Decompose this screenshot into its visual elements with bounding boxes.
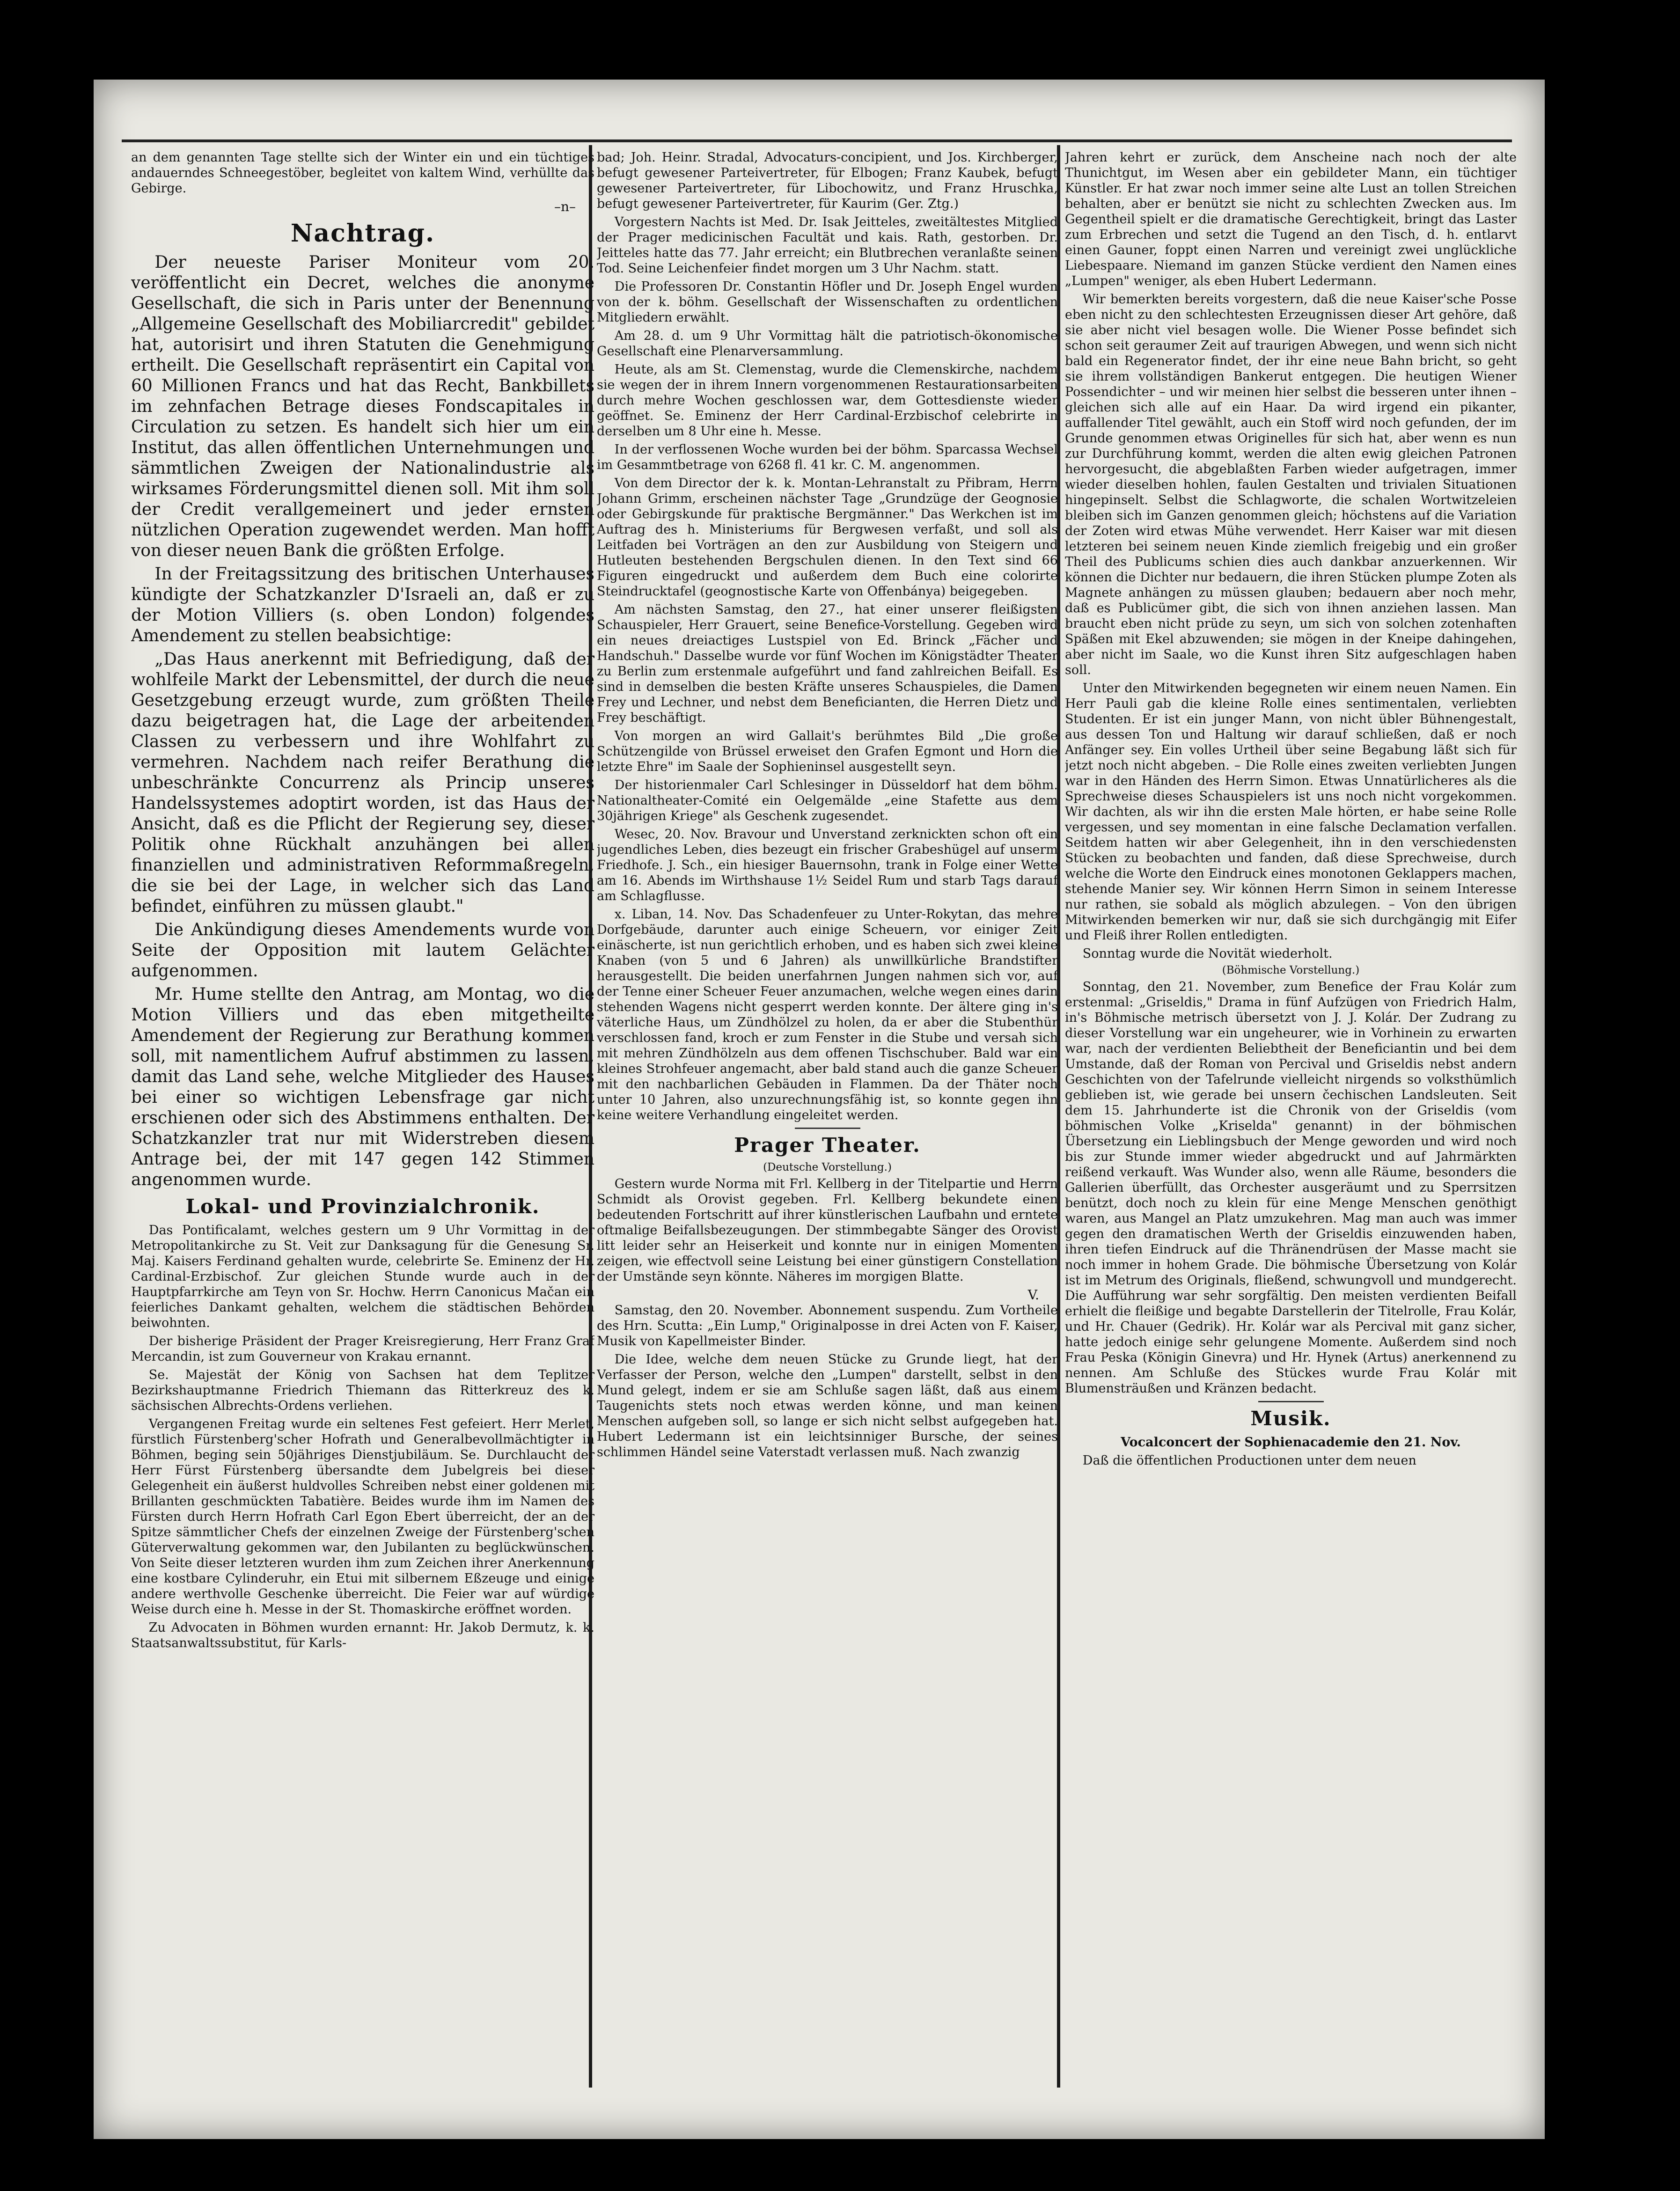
paragraph: Die Professoren Dr. Constantin Höfler und Dr. Joseph Engel wurden von der k. böhm. Gesellschaft der Wissenschaften zu ordentlichen Mitgliedern erwählt. [597,279,1058,325]
paragraph: Von dem Director der k. k. Montan-Lehranstalt zu Přibram, Herrn Johann Grimm, erscheinen nächster Tage „Grundzüge der Geognosie oder Gebirgskunde für praktische Bergmänner." Das Werkchen ist im Auftrag des h. Ministeriums für Bergwesen verfaßt, und soll als Leitfaden bei Vorträgen an den zur Ausbildung von Steigern und Hutleuten bestehenden Bergschulen dienen. In den Text sind 66 Figuren eingedruckt und außerdem dem Buch eine colorirte Steindrucktafel (geognostische Karte von Offenbánya) beigegeben. [597,476,1058,599]
paragraph: „Das Haus anerkennt mit Befriedigung, daß der wohlfeile Markt der Lebensmittel, der durch die neue Gesetzgebung erzeugt wurde, zum größten Theile dazu beigetragen hat, die Lage der arbeitenden Classen zu verbessern und ihre Wohlfahrt zu vermehren. Nachdem nach reifer Berathung die unbeschränkte Concurrenz als Princip unseres Handelssystemes adoptirt worden, ist das Haus der Ansicht, daß es die Pflicht der Regierung sey, dieser Politik ohne Rückhalt anzuhängen bei allen finanziellen und administrativen Reformmaßregeln, die sie bei der Lage, in welcher sich das Land befindet, einführen zu müssen glaubt." [131,650,594,916]
paragraph: Die Ankündigung dieses Amendements wurde von Seite der Opposition mit lautem Gelächter aufgenommen. [131,920,594,981]
section-divider [795,1128,860,1129]
paragraph: Jahren kehrt er zurück, dem Anscheine nach noch der alte Thunichtgut, im Wesen aber ein gebildeter Mann, ein tüchtiger Künstler. Er hat zwar noch immer seine alte Lust an tollen Streichen behalten, aber er benützt sie nicht zu schlechten Zwecken aus. Im Gegentheil spielt er die dramatische Gerechtigkeit, bringt das Laster zum Erbrechen und setzt die Tugend an den Tisch, d. h. entlarvt einen Gauner, foppt einen Narren und vereinigt zwei unglückliche Liebespaare. Niemand im ganzen Stücke verdient den Namen eines „Lumpen" weniger, als eben Hubert Ledermann. [1065,150,1517,288]
heading-lokalchronik: Lokal- und Provinzialchronik. [185,1195,540,1218]
paragraph: Unter den Mitwirkenden begegneten wir einem neuen Namen. Ein Herr Pauli gab die kleine Rolle eines sentimentalen, verliebten Studenten. Er ist ein junger Mann, von nicht übler Bühnengestalt, aus dessen Ton und Haltung wir darauf schließen, daß er noch Anfänger sey. Ein volles Urtheil über seine Begabung läßt sich für jetzt noch nicht abgeben. – Die Rolle eines zweiten verliebten Jungen war in den Händen des Herrn Simon. Etwas Unnatürlicheres als die Sprechweise dieses Schauspielers ist uns noch nicht vorgekommen. Wir dachten, als wir ihn die ersten Male hörten, er habe seine Rolle vergessen, und sey momentan in eine falsche Declamation verfallen. Seitdem hatten wir aber Gelegenheit, ihn in den verschiedensten Stücken zu beobachten und fanden, daß diese Sprechweise, durch welche die Worte den Eindruck eines monotonen Geklappers machen, stehende Manier sey. Wir können Herrn Simon in seinem Interesse nur rathen, sie sobald als möglich abzulegen. – Von den übrigen Mitwirkenden bemerken wir nur, daß sie sich durchgängig mit Eifer und Fleiß ihrer Rollen entledigten. [1065,681,1517,943]
paragraph: Heute, als am St. Clemenstag, wurde die Clemenskirche, nachdem sie wegen der in ihrem Innern vorgenommenen Restaurationsarbeiten durch mehre Wochen geschlossen war, dem Gottesdienste wieder geöffnet. Se. Eminenz der Herr Cardinal-Erzbischof celebrirte in derselben um 8 Uhr eine h. Messe. [597,362,1058,439]
column-1 [131,150,594,2083]
paragraph: Der neueste Pariser Moniteur vom 20. veröffentlicht ein Decret, welches die anonyme Gesellschaft, die sich in Paris unter der Benennung „Allgemeine Gesellschaft des Mobiliarcredit" gebildet hat, autorisirt und ihren Statuten die Genehmigung ertheilt. Die Gesellschaft repräsentirt ein Capital von 60 Millionen Francs und hat das Recht, Bankbillets im zehnfachen Betrage dieses Fondscapitales in Circulation zu setzen. Es handelt sich hier um ein Institut, das allen öffentlichen Unternehmungen und sämmtlichen Zweigen der Nationalindustrie als wirksames Förderungsmittel dienen soll. Mit ihm soll der Credit verallgemeinert und jeder ernsten nützlichen Operation zugewendet werden. Man hofft von dieser neuen Bank die größten Erfolge. [131,253,594,560]
article-intro: an dem genannten Tage stellte sich der Winter ein und ein tüchtiges andauerndes Schneegestöber, begleitet von kaltem Wind, verhüllte das Gebirge. [131,150,594,196]
top-rule [122,139,1512,142]
concert-title: Vocalconcert der Sophienacademie den 21. Nov. [1121,1435,1461,1450]
paragraph: Von morgen an wird Gallait's berühmtes Bild „Die große Schützengilde von Brüssel erweiset den Grafen Egmont und Horn die letzte Ehre" im Saale der Sophieninsel ausgestellt seyn. [597,729,1058,774]
paragraph: Samstag, den 20. November. Abonnement suspendu. Zum Vortheile des Hrn. Scutta: „Ein Lump," Originalposse in drei Acten von F. Kaiser, Musik von Kapellmeister Binder. [597,1303,1058,1348]
subheading: (Deutsche Vorstellung.) [763,1161,892,1173]
subheading: (Böhmische Vorstellung.) [1222,964,1360,976]
paragraph: Die Idee, welche dem neuen Stücke zu Grunde liegt, hat der Verfasser der Person, welche den „Lumpen" darstellt, selbst in den Mund gelegt, indem er sie am Schluße sagen läßt, daß aus einem Taugenichts stets noch etwas werden könne, und man keinen Menschen aufgeben soll, so lange er sich nicht selbst aufgegeben hat. Hubert Ledermann ist ein leichtsinniger Bursche, der seines schlimmen Händel seine Vaterstadt verlassen muß. Nach zwanzig [597,1352,1058,1459]
signature: V. [1027,1287,1039,1303]
paragraph: Am nächsten Samstag, den 27., hat einer unserer fleißigsten Schauspieler, Herr Grauert, seine Benefice-Vorstellung. Gegeben wird ein neues dreiactiges Lustspiel von Ed. Brinck „Fächer und Handschuh." Dasselbe wurde vor fünf Wochen im Königstädter Theater zu Berlin zum erstenmale aufgeführt und fand zahlreichen Beifall. Es sind in demselben die besten Kräfte unseres Schauspieles, die Damen Frey und Lechner, und nebst dem Beneficianten, die Herren Dietz und Frey beschäftigt. [597,602,1058,725]
paragraph: Daß die öffentlichen Productionen unter dem neuen [1082,1453,1416,1468]
paragraph: Mr. Hume stellte den Antrag, am Montag, wo die Motion Villiers und das eben mitgetheilte Amendement der Regierung zur Berathung kommen soll, mit namentlichem Aufruf abstimmen zu lassen, damit das Land sehe, welche Mitglieder des Hauses bei einer so wichtigen Lebensfrage gar nicht erschienen oder sich des Abstimmens enthalten. Der Schatzkanzler trat nur mit Widerstreben diesem Antrage bei, der mit 147 gegen 142 Stimmen angenommen wurde. [131,985,594,1189]
paragraph: Wir bemerkten bereits vorgestern, daß die neue Kaiser'sche Posse eben nicht zu den schlechtesten Erzeugnissen dieser Art gehöre, daß sie aber nicht viel besagen wolle. Die Wiener Posse befindet sich schon seit geraumer Zeit auf traurigen Abwegen, und wenn sich nicht bald ein Regenerator findet, der ihr eine neue Bahn bricht, so geht sie ihrem vollständigen Bankerut entgegen. Die heutigen Wiener Possendichter – und wir meinen hier selbst die besseren unter ihnen – gleichen sich alle auf ein Haar. Da wird irgend ein pikanter, auffallender Titel gewählt, auch ein Stoff wird noch gefunden, der im Grunde genommen etwas Originelles für sich hat, aber wenn es nun zur Durchführung kommt, werden die alten ewig gleichen Patronen hervorgesucht, die abgeblaßten Farben wieder aufgetragen, immer wieder dieselben hohlen, faulen Gestalten und trivialen Situationen hingepinselt. Selbst die Schlagworte, die schalen Wortwitzeleien bleiben sich im Ganzen genommen gleich; höchstens auf die Variation der Zoten wird etwas Mühe verwendet. Herr Kaiser war mit diesen letzteren bei seinem neuen Kinde ziemlich freigebig und ein großer Theil des Publicums schien dies auch dankbar anzuerkennen. Wir können die Dichter nur bedauern, die ihren Stücken plumpe Zoten als Magnete anhängen zu müssen glauben; bedauern aber noch mehr, daß es Publicümer gibt, die sich von ihnen anziehen lassen. Man braucht eben nicht prüde zu seyn, um sich von solchen zotenhaften Späßen mit Ekel abzuwenden; sie mögen in der Kneipe dahingehen, aber nicht im Saale, wo die Kunst ihren Sitz aufgeschlagen haben soll. [1065,292,1517,677]
heading-prager-theater: Prager Theater. [734,1134,921,1157]
paragraph: Vergangenen Freitag wurde ein seltenes Fest gefeiert. Herr Merlet, fürstlich Fürstenberg'scher Hofrath und Generalbevollmächtigter in Böhmen, beging sein 50jähriges Dienstjubiläum. Se. Durchlaucht der Herr Fürst Fürstenberg übersandte dem Jubelgreis bei dieser Gelegenheit ein äußerst huldvolles Schreiben nebst einer goldenen mit Brillanten geschmückten Tabatière. Beides wurde ihm im Namen des Fürsten durch Herrn Hofrath Carl Egon Ebert überreicht, der an der Spitze sämmtlicher Chefs der einzelnen Zweige der Fürstenberg'schen Güterverwaltung gekommen war, den Jubilanten zu beglückwünschen. Von Seite dieser letzteren wurden ihm zum Zeichen ihrer Anerkennung eine kostbare Cylinderuhr, ein Etui mit silbernem Eßzeuge und einige andere werthvolle Geschenke überreicht. Die Feier war auf würdige Weise durch eine h. Messe in der St. Thomaskirche eröffnet worden. [131,1417,594,1617]
paragraph: Gestern wurde Norma mit Frl. Kellberg in der Titelpartie und Herrn Schmidt als Orovist gegeben. Frl. Kellberg bekundete einen bedeutenden Fortschritt auf ihrer künstlerischen Laufbahn und erntete oftmalige Beifallsbezeugungen. Der stimmbegabte Sänger des Orovist litt leider sehr an Heiserkeit und konnte nur in einigen Momenten zeigen, wie effectvoll seine Leistung bei einer günstigern Constellation der Umstände seyn könnte. Näheres im morgigen Blatte. [597,1177,1058,1284]
paragraph: Am 28. d. um 9 Uhr Vormittag hält die patriotisch-ökonomische Gesellschaft eine Plenarversammlung. [597,329,1058,359]
section-divider [1258,1401,1324,1402]
paragraph: Der bisherige Präsident der Prager Kreisregierung, Herr Franz Graf Mercandin, ist zum Gouverneur von Krakau ernannt. [131,1334,594,1364]
column-2 [597,150,1058,2083]
heading-nachtrag: Nachtrag. [290,219,435,248]
newspaper-page [94,80,1545,2139]
paragraph: Sonntag, den 21. November, zum Benefice der Frau Kolár zum erstenmal: „Griseldis," Drama in fünf Aufzügen von Friedrich Halm, in's Böhmische metrisch übersetzt von J. J. Kolár. Der Zudrang zu dieser Vorstellung war ein ungeheurer, wie in Vorhinein zu erwarten war, nach der verdienten Beliebtheit der Beneficiantin und bei dem Umstande, daß der Roman von Percival und Griseldis nebst andern Geschichten von der Tafelrunde vielleicht nirgends so volksthümlich geblieben ist, wie gerade bei unsern čechischen Landsleuten. Seit dem 15. Jahrhunderte ist die Chronik von der Griseldis (vom böhmischen Volke „Kriselda" genannt) in der böhmischen Übersetzung ein Lieblingsbuch der Menge geworden und wird noch bis zur Stunde immer wieder abgedruckt und auf Jahrmärkten reißend verkauft. Was Wunder also, wenn alle Räume, besonders die Gallerien überfüllt, das Orchester ausgeräumt und zu Sperrsitzen benützt, doch noch zu klein für eine Menge Menschen genöthigt waren, aus Mangel an Platz umzukehren. Mag man auch was immer gegen den dramatischen Werth der Griseldis einzuwenden haben, ihren tiefen Eindruck auf die Thränendrüsen der Masse macht sie noch immer in hohem Grade. Die böhmische Übersetzung von Kolár ist im Metrum des Originals, fließend, schwungvoll und mundgerecht. Die Aufführung war sehr sorgfältig. Den meisten verdienten Beifall erhielt die fleißige und begabte Darstellerin der Titelrolle, Frau Kolár, und Hr. Chauer (Gedrik). Hr. Kolár war als Percival mit ganz sicher, hatte jedoch einige sehr gelungene Momente. Außerdem sind noch Frau Peska (Königin Ginevra) und Hr. Hynek (Artus) anerkennend zu nennen. Am Schluße des Stückes wurde Frau Kolár mit Blumensträußen und Kränzen bedacht. [1065,980,1517,1396]
paragraph: In der Freitagssitzung des britischen Unterhauses kündigte der Schatzkanzler D'Israeli an, daß er zu der Motion Villiers (s. oben London) folgendes Amendement zu stellen beabsichtige: [131,564,594,645]
signature: –n– [554,199,576,214]
paragraph: bad; Joh. Heinr. Stradal, Advocaturs-concipient, und Jos. Kirchberger, befugt gewesener Parteivertreter, für Elbogen; Franz Kaubek, befugt gewesener Parteivertreter, für Libochowitz, und Franz Hruschka, befugt gewesener Parteivertreter, für Kaurim (Ger. Ztg.) [597,150,1058,211]
column-3 [1065,150,1517,2083]
paragraph: x. Liban, 14. Nov. Das Schadenfeuer zu Unter-Rokytan, das mehre Dorfgebäude, darunter auch einige Scheuern, vor einiger Zeit einäscherte, ist nun gerichtlich erhoben, und es haben sich zwei kleine Knaben (von 5 und 6 Jahren) als unwillkürliche Brandstifter herausgestellt. Die beiden unerfahrnen Jungen nahmen sich vor, auf der Tenne einer Scheuer Feuer anzumachen, welche wegen eines darin stehenden Wagens nicht gesperrt werden konnte. Der ältere ging in's väterliche Haus, um Zündhölzel zu holen, da er aber die Stubenthür verschlossen fand, kroch er zum Fenster in die Stube und versah sich mit mehren Zündhölzeln aus dem offenen Tischschuber. Bald war ein kleines Strohfeuer angemacht, aber bald stand auch die ganze Scheuer mit den nachbarlichen Gebäuden in Flammen. Da der Thäter noch unter 10 Jahren, also unzurechnungsfähig ist, so konnte gegen ihn keine weitere Verhandlung eingeleitet werden. [597,907,1058,1122]
paragraph: Wesec, 20. Nov. Bravour und Unverstand zerknickten schon oft ein jugendliches Leben, dies bezeugt ein frischer Grabeshügel auf unserm Friedhofe. J. Sch., ein hiesiger Bauernsohn, trank in Folge einer Wette am 16. Abends im Wirthshause 1½ Seidel Rum und starb Tags darauf am Schlagflusse. [597,827,1058,903]
paragraph: Vorgestern Nachts ist Med. Dr. Isak Jeitteles, zweitältestes Mitglied der Prager medicinischen Facultät und kais. Rath, gestorben. Dr. Jeitteles hatte das 77. Jahr erreicht; ein Blutbrechen veranlaßte seinen Tod. Seine Leichenfeier findet morgen um 3 Uhr Nachm. statt. [597,215,1058,276]
paragraph: Zu Advocaten in Böhmen wurden ernannt: Hr. Jakob Dermutz, k. k. Staatsanwaltssubstitut, für Karls- [131,1620,594,1650]
paragraph: Sonntag wurde die Novität wiederholt. [1082,946,1333,961]
paragraph: In der verflossenen Woche wurden bei der böhm. Sparcassa Wechsel im Gesammtbetrage von 6268 fl. 41 kr. C. M. angenommen. [597,442,1058,472]
paragraph: Das Pontificalamt, welches gestern um 9 Uhr Vormittag in der Metropolitankirche zu St. Veit zur Danksagung für die Genesung Sr. Maj. Kaisers Ferdinand gehalten wurde, celebrirte Se. Eminenz der Hr. Cardinal-Erzbischof. Zur gleichen Stunde wurde auch in der Hauptpfarrkirche am Teyn von Sr. Hochw. Herrn Canonicus Mačan ein feierliches Dankamt gehalten, welchem die städtischen Behörden beiwohnten. [131,1223,594,1330]
paragraph: Se. Majestät der König von Sachsen hat dem Teplitzer Bezirkshauptmanne Friedrich Thiemann das Ritterkreuz des k. sächsischen Albrechts-Ordens verliehen. [131,1368,594,1413]
paragraph: Der historienmaler Carl Schlesinger in Düsseldorf hat dem böhm. Nationaltheater-Comité ein Oelgemälde „eine Stafette aus dem 30jährigen Kriege" als Geschenk zugesendet. [597,778,1058,823]
heading-musik: Musik. [1250,1407,1331,1430]
